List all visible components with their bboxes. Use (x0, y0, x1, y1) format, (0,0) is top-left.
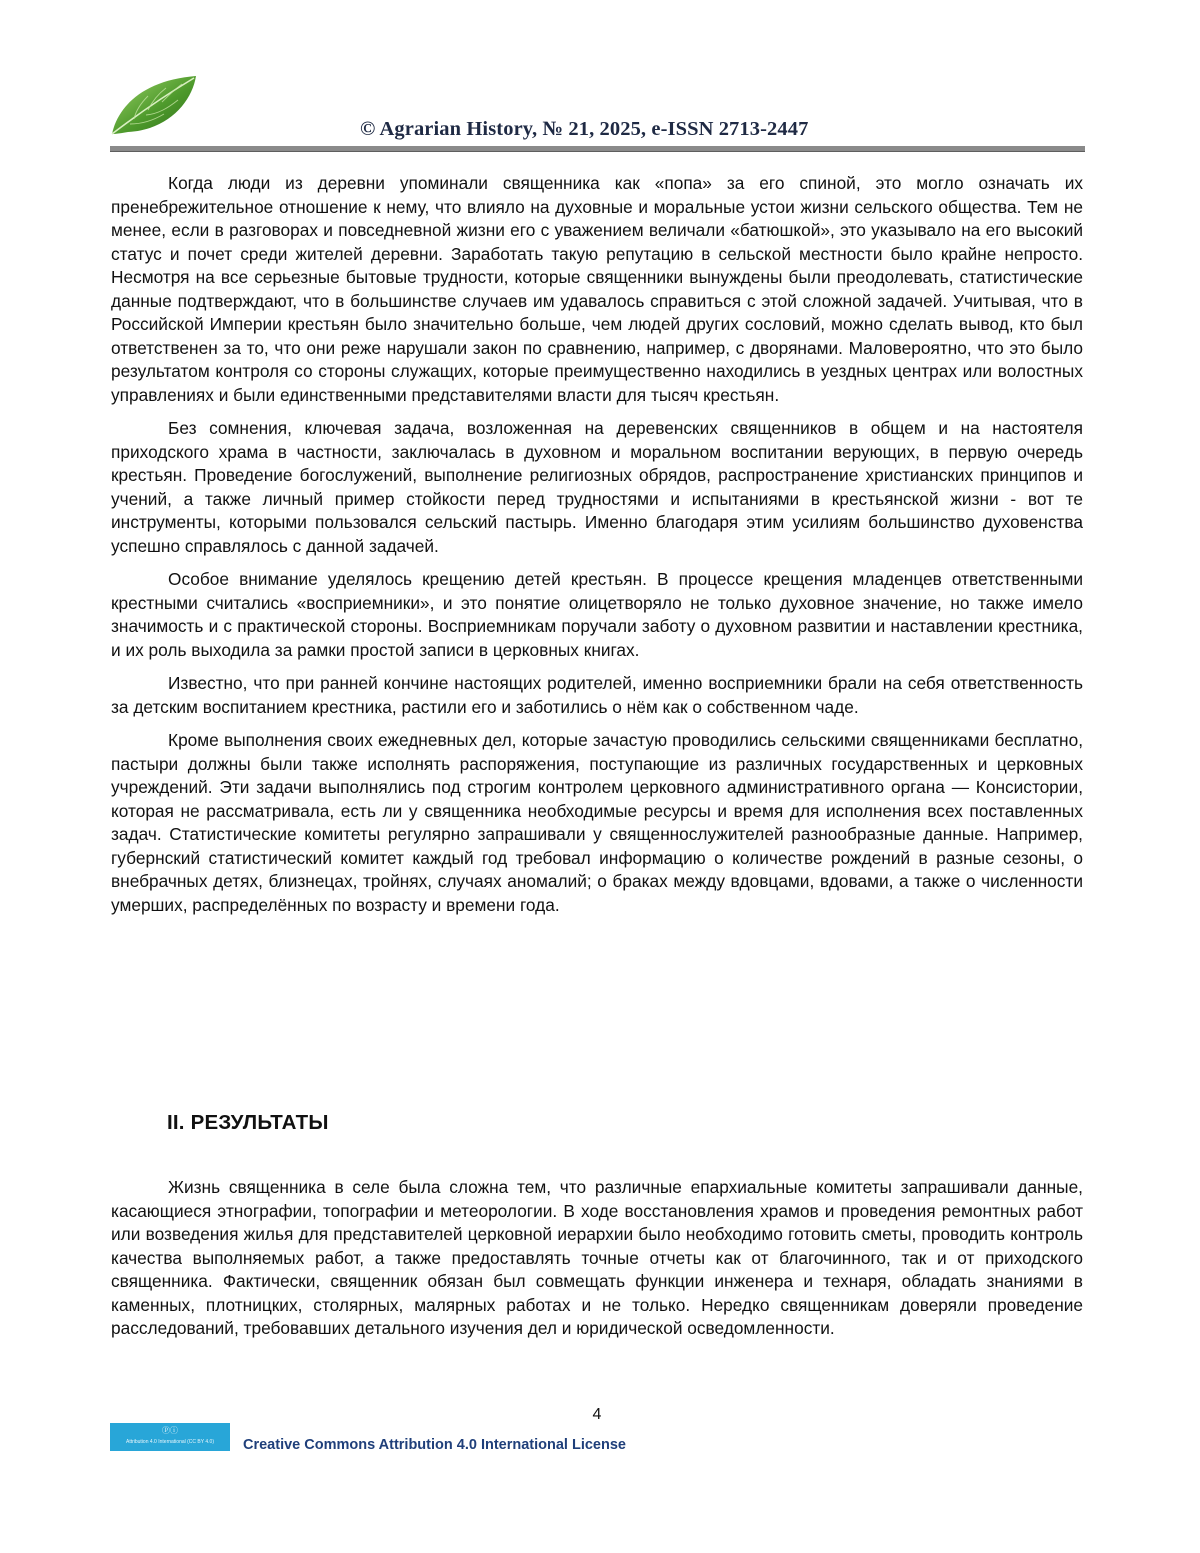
paragraph-4: Известно, что при ранней кончине настоящих родителей, именно восприемники брали на себя ответственность за детским воспитанием крестника, растили его и заботились о нём как о собственном чаде. (111, 673, 1083, 717)
cc-license-badge[interactable] (110, 1423, 230, 1451)
paragraph-5: Кроме выполнения своих ежедневных дел, которые зачастую проводились сельскими священниками бесплатно, пастыри должны были также исполнять распоряжения, поступающие из различных государственных и церковных учреждений. Эти задачи выполнялись под строгим контролем церковного административного органа — Консистории, которая не рассматривала, есть ли у священника необходимые ресурсы и время для исполнения всех поставленных задач. Статистические комитеты регулярно запрашивали у священнослужителей разнообразные данные. Например, губернский статистический комитет каждый год требовал информацию о количестве рождений в разные сезоны, о внебрачных детях, близнецах, тройнях, случаях аномалий; о браках между вдовцами, вдовами, а также о численности умерших, распределённых по возрасту и времени года. (111, 730, 1083, 915)
results-text (111, 1176, 1083, 1341)
page-number: 4 (592, 1406, 602, 1423)
header-divider (110, 146, 1085, 152)
license-link[interactable]: Creative Commons Attribution 4.0 International License (243, 1437, 626, 1453)
paragraph-3: Особое внимание уделялось крещению детей крестьян. В процессе крещения младенцев ответственными крестными считались «восприемники», и это понятие олицетворяло не только духовное значение, но также имело значимость и с практической стороны. Восприемникам поручали заботу о духовном развитии и наставлении крестника, и их роль выходила за рамки простой записи в церковных книгах. (111, 569, 1083, 660)
paragraph-1: Когда люди из деревни упоминали священника как «попа» за его спиной, это могло означать их пренебрежительное отношение к нему, что влияло на духовные и моральные устои жизни сельского общества. Тем не менее, если в разговорах и повседневной жизни его с уважением величали «батюшкой», это указывало на его высокий статус и почет среди жителей деревни. Заработать такую репутацию в сельской местности было крайне непросто. Несмотря на все серьезные бытовые трудности, которые священники вынуждены были преодолевать, статистические данные подтверждают, что в большинстве случаев им удавалось справиться с этой сложной задачей. Учитывая, что в Российской Империи крестьян было значительно больше, чем людей других сословий, можно сделать вывод, кто был ответственен за то, что они реже нарушали закон по сравнению, например, с дворянами. Маловероятно, что это было результатом контроля со стороны служащих, которые преимущественно находились в уездных центрах или волостных управлениях и были единственными представителями власти для тысяч крестьян. (111, 173, 1083, 405)
cc-badge-text: Attribution 4.0 International (CC BY 4.0) (125, 1439, 214, 1445)
journal-header: © Agrarian History, № 21, 2025, e-ISSN 2713-2447 (360, 118, 809, 140)
section-heading: II. РЕЗУЛЬТАТЫ (167, 1111, 329, 1134)
leaf-logo-icon (108, 72, 202, 138)
cc-license-icon: Ⓟⓘ (162, 1426, 178, 1435)
results-paragraph: Жизнь священника в селе была сложна тем, что различные епархиальные комитеты запрашивали данные, касающиеся этнографии, топографии и метеорологии. В ходе восстановления храмов и проведения ремонтных работ или возведения жилья для представителей церковной иерархии было необходимо готовить сметы, проводить контроль качества выполняемых работ, а также предоставлять точные отчеты как от благочинного, так и от приходского священника. Фактически, священник обязан был совмещать функции инженера и технаря, обладать знаниями в каменных, плотницких, столярных, малярных работах и не только. Нередко священникам доверяли проведение расследований, требовавших детального изучения дел и юридической осведомленности. (111, 1177, 1083, 1338)
body-text (111, 172, 1083, 927)
paragraph-2: Без сомнения, ключевая задача, возложенная на деревенских священников в общем и на настоятеля приходского храма в частности, заключалась в духовном и моральном воспитании верующих, в первую очередь крестьян. Проведение богослужений, выполнение религиозных обрядов, распространение христианских принципов и учений, а также личный пример стойкости перед трудностями и испытаниями в крестьянской жизни - вот те инструменты, которыми пользовался сельский пастырь. Именно благодаря этим усилиям большинство духовенства успешно справлялось с данной задачей. (111, 418, 1083, 556)
